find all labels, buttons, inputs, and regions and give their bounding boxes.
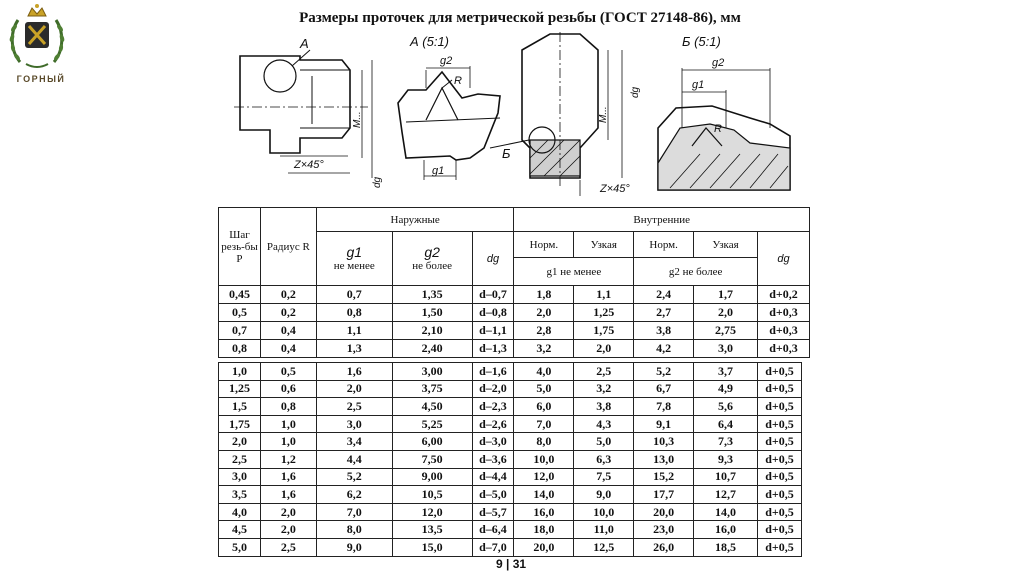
table-cell: 6,00 <box>392 433 472 451</box>
table-cell: 2,0 <box>694 304 758 322</box>
header-narrow: Узкая <box>574 232 634 258</box>
table-cell: 2,0 <box>260 521 316 539</box>
table-cell: 1,8 <box>514 286 574 304</box>
table-cell: 9,0 <box>574 486 634 504</box>
table-cell: d–2,0 <box>472 380 514 398</box>
table-cell: 0,7 <box>316 286 392 304</box>
groove-table-top <box>218 207 810 358</box>
table-cell: 5,0 <box>219 538 261 556</box>
table-cell: 23,0 <box>634 521 694 539</box>
table-cell: 3,8 <box>574 398 634 416</box>
label-dg-outer: dg <box>372 176 383 188</box>
header-g1-symbol: g1 <box>346 243 363 260</box>
label-g2-a: g2 <box>440 55 453 67</box>
laurel-crest-icon <box>4 2 70 74</box>
table-cell: 0,7 <box>219 322 261 340</box>
table-cell: 10,0 <box>574 503 634 521</box>
header-outer: Наружные <box>316 208 514 232</box>
table-cell: d–1,1 <box>472 322 514 340</box>
header-norm-2: Норм. <box>634 232 694 258</box>
table-cell: 5,6 <box>694 398 758 416</box>
table-cell: 4,3 <box>574 415 634 433</box>
table-cell: d+0,3 <box>757 340 809 358</box>
table-cell: 0,8 <box>219 340 261 358</box>
header-g1 <box>316 232 392 286</box>
label-g1-b: g1 <box>692 79 705 91</box>
table-cell: 9,3 <box>694 450 758 468</box>
table-cell: 7,0 <box>316 503 392 521</box>
table-cell: 4,9 <box>694 380 758 398</box>
page-number: 9 | 31 <box>496 557 527 571</box>
table-cell: 9,00 <box>392 468 472 486</box>
label-dg-inner: dg <box>630 86 641 98</box>
table-cell: 1,5 <box>219 398 261 416</box>
table-cell: 8,0 <box>316 521 392 539</box>
table-cell: 5,2 <box>316 468 392 486</box>
page-total: 31 <box>512 557 527 571</box>
table-cell: 0,45 <box>219 286 261 304</box>
table-cell: d+0,5 <box>757 433 801 451</box>
table-cell: 7,0 <box>514 415 574 433</box>
table-cell: 17,7 <box>634 486 694 504</box>
table-cell: 4,5 <box>219 521 261 539</box>
table-cell: 1,7 <box>694 286 758 304</box>
table-row <box>219 521 802 539</box>
table-cell: 0,5 <box>219 304 261 322</box>
table-cell: 3,0 <box>219 468 261 486</box>
table-cell: 12,5 <box>574 538 634 556</box>
table-cell: 7,50 <box>392 450 472 468</box>
table-cell: 14,0 <box>694 503 758 521</box>
table-row <box>219 380 802 398</box>
table-cell: 3,2 <box>574 380 634 398</box>
table-cell: 1,2 <box>260 450 316 468</box>
header-g2 <box>392 232 472 286</box>
table-row <box>219 433 802 451</box>
table-row <box>219 503 802 521</box>
table-cell: 18,5 <box>694 538 758 556</box>
table-bottom-body <box>219 363 802 557</box>
table-cell: 2,5 <box>219 450 261 468</box>
table-row <box>219 304 810 322</box>
table-cell: 4,4 <box>316 450 392 468</box>
table-row <box>219 322 810 340</box>
table-cell: d+0,5 <box>757 503 801 521</box>
label-view-b-scale: Б (5:1) <box>682 34 721 49</box>
table-cell: 3,4 <box>316 433 392 451</box>
table-cell: d–3,6 <box>472 450 514 468</box>
table-cell: 2,0 <box>260 503 316 521</box>
header-g2-inner: g2 не более <box>634 258 758 286</box>
technical-drawing <box>230 28 805 206</box>
table-cell: d–7,0 <box>472 538 514 556</box>
header-g1-inner: g1 не менее <box>514 258 634 286</box>
table-cell: d–1,3 <box>472 340 514 358</box>
header-narrow-2: Узкая <box>694 232 758 258</box>
table-cell: 6,3 <box>574 450 634 468</box>
table-cell: 2,5 <box>574 363 634 381</box>
table-cell: d+0,5 <box>757 486 801 504</box>
table-cell: d–0,8 <box>472 304 514 322</box>
table-cell: d+0,5 <box>757 450 801 468</box>
table-cell: 4,0 <box>514 363 574 381</box>
table-cell: 1,6 <box>316 363 392 381</box>
table-cell: d+0,5 <box>757 363 801 381</box>
table-row <box>219 468 802 486</box>
label-chamfer-outer: Z×45° <box>294 159 324 171</box>
table-cell: 4,0 <box>219 503 261 521</box>
table-cell: 15,2 <box>634 468 694 486</box>
table-cell: 1,3 <box>316 340 392 358</box>
table-cell: 4,50 <box>392 398 472 416</box>
table-cell: 1,75 <box>574 322 634 340</box>
table-cell: 1,35 <box>392 286 472 304</box>
table-cell: 11,0 <box>574 521 634 539</box>
table-cell: 1,6 <box>260 468 316 486</box>
table-cell: 12,0 <box>392 503 472 521</box>
label-chamfer-inner: Z×45° <box>600 183 630 195</box>
table-cell: 1,1 <box>574 286 634 304</box>
table-cell: 16,0 <box>694 521 758 539</box>
table-cell: d+0,5 <box>757 398 801 416</box>
table-cell: 0,8 <box>316 304 392 322</box>
table-cell: 2,0 <box>316 380 392 398</box>
table-cell: 6,7 <box>634 380 694 398</box>
table-cell: 9,0 <box>316 538 392 556</box>
table-cell: d–2,6 <box>472 415 514 433</box>
label-r-a: R <box>454 75 462 87</box>
table-cell: 7,5 <box>574 468 634 486</box>
table-cell: d+0,5 <box>757 521 801 539</box>
table-cell: 16,0 <box>514 503 574 521</box>
table-cell: d+0,5 <box>757 468 801 486</box>
table-cell: 13,0 <box>634 450 694 468</box>
table-row <box>219 538 802 556</box>
table-row <box>219 450 802 468</box>
table-cell: 0,2 <box>260 304 316 322</box>
table-cell: 1,25 <box>574 304 634 322</box>
table-cell: 2,0 <box>219 433 261 451</box>
table-cell: 5,0 <box>574 433 634 451</box>
table-row <box>219 340 810 358</box>
table-cell: 1,25 <box>219 380 261 398</box>
table-cell: d+0,2 <box>757 286 809 304</box>
table-cell: 5,0 <box>514 380 574 398</box>
table-cell: 0,4 <box>260 322 316 340</box>
table-cell: 18,0 <box>514 521 574 539</box>
table-cell: 0,5 <box>260 363 316 381</box>
table-cell: 15,0 <box>392 538 472 556</box>
label-g2-b: g2 <box>712 57 725 69</box>
table-cell: d–0,7 <box>472 286 514 304</box>
table-cell: 10,7 <box>694 468 758 486</box>
table-cell: 3,0 <box>316 415 392 433</box>
header-inner: Внутренние <box>514 208 810 232</box>
table-cell: 2,7 <box>634 304 694 322</box>
label-m-outer: M... <box>352 111 363 128</box>
table-cell: d+0,3 <box>757 322 809 340</box>
label-m-inner: M... <box>598 106 609 123</box>
table-cell: 1,50 <box>392 304 472 322</box>
table-cell: 3,2 <box>514 340 574 358</box>
label-r-b: R <box>714 123 722 135</box>
table-cell: 4,2 <box>634 340 694 358</box>
label-g1-a: g1 <box>432 165 445 177</box>
table-cell: d+0,3 <box>757 304 809 322</box>
table-cell: 2,5 <box>260 538 316 556</box>
table-cell: 10,5 <box>392 486 472 504</box>
table-cell: 20,0 <box>514 538 574 556</box>
table-cell: d–1,6 <box>472 363 514 381</box>
table-cell: 2,8 <box>514 322 574 340</box>
table-cell: 10,3 <box>634 433 694 451</box>
table-cell: d–4,4 <box>472 468 514 486</box>
table-top-body <box>219 286 810 358</box>
page-title: Размеры проточек для метрической резьбы (ГОСТ 27148-86), мм <box>299 10 741 26</box>
table-cell: d+0,5 <box>757 380 801 398</box>
page-current: 9 <box>496 557 503 571</box>
table-cell: 2,0 <box>574 340 634 358</box>
table-cell: 1,0 <box>260 415 316 433</box>
header-pitch: Шаг резь-бы P <box>219 208 261 286</box>
table-cell: d+0,5 <box>757 415 801 433</box>
table-row <box>219 415 802 433</box>
table-row <box>219 398 802 416</box>
header-g1-note: не менее <box>333 259 375 272</box>
table-cell: d–5,0 <box>472 486 514 504</box>
table-cell: 2,4 <box>634 286 694 304</box>
table-cell: 0,2 <box>260 286 316 304</box>
table-cell: d–5,7 <box>472 503 514 521</box>
table-cell: 6,4 <box>694 415 758 433</box>
table-cell: 1,1 <box>316 322 392 340</box>
logo-text: ГОРНЫЙ <box>16 74 66 84</box>
table-cell: 2,5 <box>316 398 392 416</box>
table-cell: d–3,0 <box>472 433 514 451</box>
table-cell: 0,4 <box>260 340 316 358</box>
table-cell: 6,2 <box>316 486 392 504</box>
table-cell: 5,2 <box>634 363 694 381</box>
table-cell: 12,7 <box>694 486 758 504</box>
table-cell: 1,6 <box>260 486 316 504</box>
table-cell: 2,40 <box>392 340 472 358</box>
header-dg-outer: dg <box>472 232 514 286</box>
table-cell: 1,75 <box>219 415 261 433</box>
table-cell: 5,25 <box>392 415 472 433</box>
table-cell: 13,5 <box>392 521 472 539</box>
table-cell: 6,0 <box>514 398 574 416</box>
header-norm: Норм. <box>514 232 574 258</box>
table-cell: 26,0 <box>634 538 694 556</box>
table-cell: d–2,3 <box>472 398 514 416</box>
table-row <box>219 363 802 381</box>
table-cell: 3,8 <box>634 322 694 340</box>
table-cell: 2,0 <box>514 304 574 322</box>
table-cell: 0,6 <box>260 380 316 398</box>
header-dg-inner: dg <box>757 232 809 286</box>
table-cell: 10,0 <box>514 450 574 468</box>
table-cell: 3,00 <box>392 363 472 381</box>
groove-table-bottom <box>218 362 802 557</box>
table-cell: 3,0 <box>694 340 758 358</box>
table-cell: 8,0 <box>514 433 574 451</box>
table-cell: 14,0 <box>514 486 574 504</box>
table-cell: 3,7 <box>694 363 758 381</box>
header-g2-symbol: g2 <box>424 243 440 260</box>
table-cell: 1,0 <box>260 433 316 451</box>
table-cell: 3,5 <box>219 486 261 504</box>
table-cell: d–6,4 <box>472 521 514 539</box>
label-view-a: А <box>300 36 309 51</box>
table-cell: 0,8 <box>260 398 316 416</box>
table-cell: 12,0 <box>514 468 574 486</box>
table-cell: d+0,5 <box>757 538 801 556</box>
table-cell: 2,75 <box>694 322 758 340</box>
label-view-b: Б <box>502 146 511 161</box>
table-cell: 1,0 <box>219 363 261 381</box>
university-logo <box>4 2 70 92</box>
label-view-a-scale: А (5:1) <box>410 34 450 49</box>
header-radius: Радиус R <box>260 208 316 286</box>
table-cell: 7,8 <box>634 398 694 416</box>
table-cell: 20,0 <box>634 503 694 521</box>
table-cell: 3,75 <box>392 380 472 398</box>
table-row <box>219 486 802 504</box>
table-cell: 2,10 <box>392 322 472 340</box>
table-row <box>219 286 810 304</box>
table-cell: 9,1 <box>634 415 694 433</box>
header-g2-note: не более <box>412 259 452 272</box>
table-cell: 7,3 <box>694 433 758 451</box>
